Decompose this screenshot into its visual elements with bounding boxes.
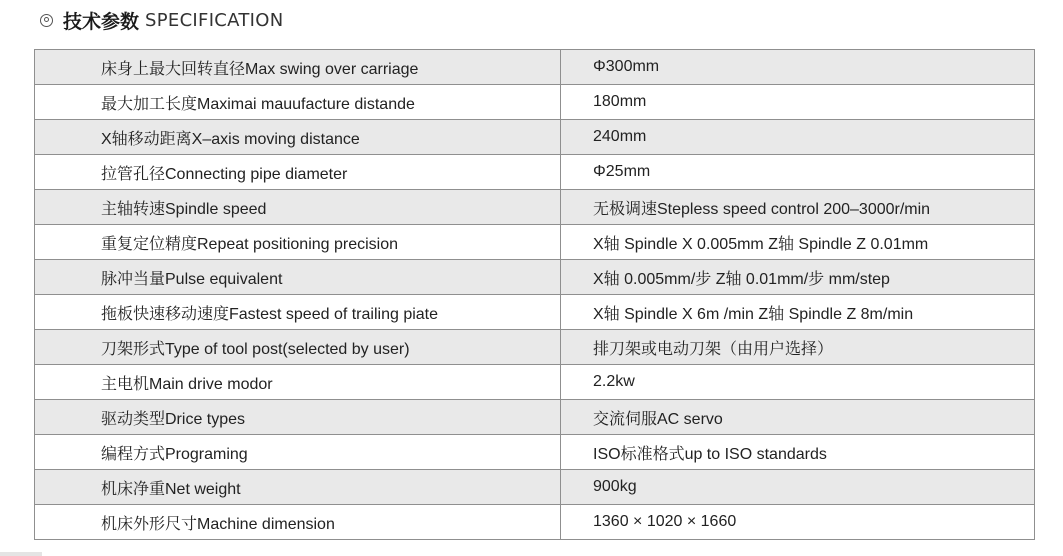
table-row bbox=[35, 470, 1035, 505]
spec-label: 最大加工长度Maximai mauufacture distande bbox=[35, 85, 561, 120]
spec-value: X轴 Spindle X 0.005mm Z轴 Spindle Z 0.01mm bbox=[561, 225, 1035, 260]
double-circle-icon bbox=[40, 14, 53, 27]
spec-label: 刀架形式Type of tool post(selected by user) bbox=[35, 330, 561, 365]
table-row bbox=[35, 190, 1035, 225]
spec-label: 机床外形尺寸Machine dimension bbox=[35, 505, 561, 540]
table-row bbox=[35, 295, 1035, 330]
spec-value: 排刀架或电动刀架（由用户选择） bbox=[561, 330, 1035, 365]
spec-label: 主轴转速Spindle speed bbox=[35, 190, 561, 225]
spec-value: X轴 0.005mm/步 Z轴 0.01mm/步 mm/step bbox=[561, 260, 1035, 295]
specification-table bbox=[34, 49, 1035, 540]
spec-label: 脉冲当量Pulse equivalent bbox=[35, 260, 561, 295]
spec-label: X轴移动距离X–axis moving distance bbox=[35, 120, 561, 155]
spec-label: 机床净重Net weight bbox=[35, 470, 561, 505]
heading-title-en: SPECIFICATION bbox=[145, 9, 284, 31]
table-row bbox=[35, 260, 1035, 295]
spec-label: 床身上最大回转直径Max swing over carriage bbox=[35, 50, 561, 85]
table-row bbox=[35, 120, 1035, 155]
table-row bbox=[35, 225, 1035, 260]
specification-rows bbox=[35, 50, 1035, 540]
spec-label: 拉管孔径Connecting pipe diameter bbox=[35, 155, 561, 190]
spec-value: X轴 Spindle X 6m /min Z轴 Spindle Z 8m/min bbox=[561, 295, 1035, 330]
spec-value: ISO标准格式up to ISO standards bbox=[561, 435, 1035, 470]
table-row bbox=[35, 155, 1035, 190]
spec-value: 2.2kw bbox=[561, 365, 1035, 400]
spec-value: 交流伺服AC servo bbox=[561, 400, 1035, 435]
table-row bbox=[35, 400, 1035, 435]
spec-value: Φ300mm bbox=[561, 50, 1035, 85]
spec-label: 驱动类型Drice types bbox=[35, 400, 561, 435]
page-edge-mark bbox=[0, 552, 42, 556]
spec-value: 1360 × 1020 × 1660 bbox=[561, 505, 1035, 540]
spec-value: 240mm bbox=[561, 120, 1035, 155]
table-row bbox=[35, 365, 1035, 400]
spec-value: 无极调速Stepless speed control 200–3000r/min bbox=[561, 190, 1035, 225]
spec-value: 180mm bbox=[561, 85, 1035, 120]
spec-label: 主电机Main drive modor bbox=[35, 365, 561, 400]
table-row bbox=[35, 505, 1035, 540]
table-row bbox=[35, 85, 1035, 120]
table-row bbox=[35, 330, 1035, 365]
spec-label: 拖板快速移动速度Fastest speed of trailing piate bbox=[35, 295, 561, 330]
table-row bbox=[35, 50, 1035, 85]
spec-label: 编程方式Programing bbox=[35, 435, 561, 470]
heading-title-zh: 技术参数 bbox=[63, 10, 140, 33]
table-row bbox=[35, 435, 1035, 470]
section-heading bbox=[40, 8, 284, 32]
spec-label: 重复定位精度Repeat positioning precision bbox=[35, 225, 561, 260]
spec-value: Φ25mm bbox=[561, 155, 1035, 190]
spec-value: 900kg bbox=[561, 470, 1035, 505]
